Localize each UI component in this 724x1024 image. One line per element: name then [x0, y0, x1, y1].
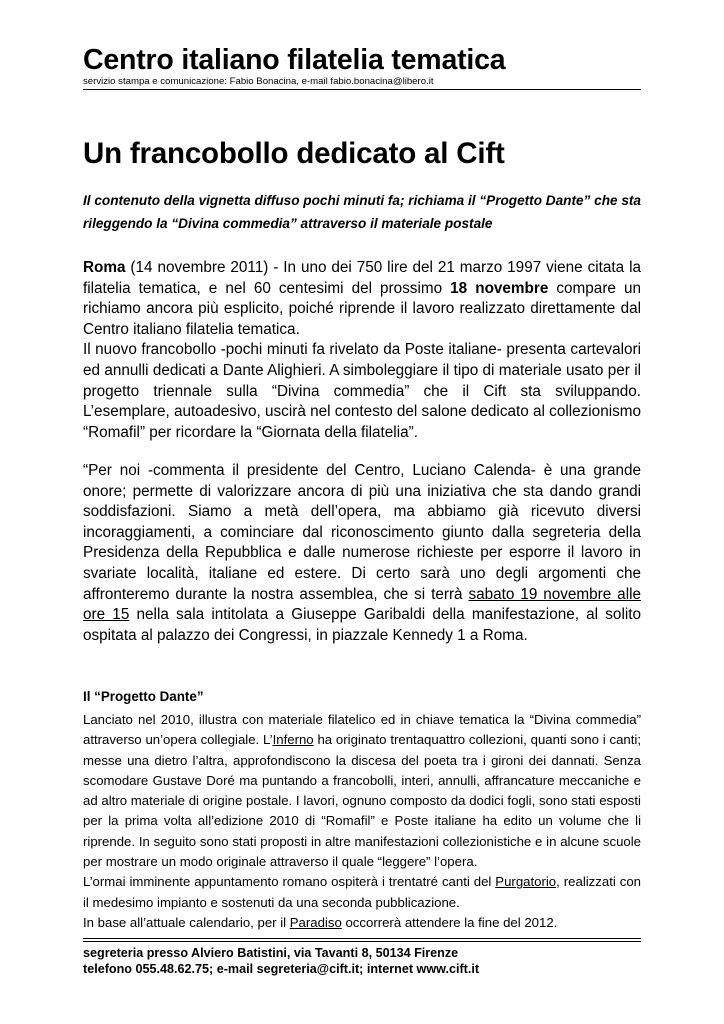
dateline-place: Roma [83, 259, 126, 276]
header-rule [83, 89, 641, 90]
inferno-term: Inferno [272, 732, 314, 748]
paragraph [83, 710, 641, 872]
purgatorio-term: Purgatorio [495, 874, 557, 890]
meeting-date: sabato 19 novembre alle ore 15 [83, 585, 641, 624]
footer-rule-bottom [83, 941, 641, 942]
paragraph-text: L’ormai imminente appuntamento romano ospiterà i trentatré canti del [83, 874, 496, 890]
paragraph [83, 461, 641, 646]
paragraph-text: nella sala intitolata a Giuseppe Garibaldi della manifestazione, al solito ospitata al palazzo dei Congressi, in piazzale Kennedy 1 a Roma. [83, 606, 641, 644]
paragraph-text: compare un richiamo ancora più esplicito, poiché riprende il lavoro realizzato direttamente dal Centro italiano filatelia tematica. [83, 279, 641, 338]
paragraph [83, 872, 641, 913]
footer-contact-line: telefono 055.48.62.75; e-mail segreteria@cift.it; internet www.cift.it [83, 962, 480, 976]
body-paragraph-1 [83, 258, 641, 443]
paragraph-text: , realizzati con il medesimo impianto e sostenuti da una seconda pubblicazione. [83, 874, 642, 910]
paragraph-text: “Per noi -commenta il presidente del Centro, Luciano Calenda- è una grande onore; permette di valorizzare ancora di più una iniziativa che sta dando grandi soddisfazioni. Siamo a metà dell’opera, ma abbiamo già ricevuto diversi incoraggiamenti, a cominciare dal riconoscimento giunto dalla segreteria della Presidenza della Repubblica e dalle numerose richieste per esporre il lavoro in svariate località, italiane ed estere. Di certo sarà uno degli argomenti che affronteremo durante la nostra assemblea, che si terrà [83, 462, 641, 603]
paragraph-text: (14 novembre 2011) - In uno dei 750 lire del 21 marzo 1997 viene citata la filatelia tematica, e nel 60 centesimi del prossimo [83, 259, 641, 297]
paragraph-text: occorrerà attendere la fine del 2012. [341, 914, 558, 930]
paragraph [83, 258, 641, 340]
section-body [83, 710, 641, 933]
press-office-subtitle: servizio stampa e comunicazione: Fabio Bonacina, e-mail fabio.bonacina@libero.it [83, 76, 434, 87]
article-headline: Un francobollo dedicato al Cift [83, 137, 505, 170]
footer-contacts [83, 945, 479, 977]
body-paragraph-2 [83, 461, 641, 646]
paragraph-text: Lanciato nel 2010, illustra con materiale filatelico ed in chiave tematica la “Divina commedia” attraverso un’opera collegiale. L’ [83, 712, 641, 748]
paradiso-term: Paradiso [289, 914, 342, 930]
footer-rule-top [83, 938, 641, 939]
paragraph-text: In base all’attuale calendario, per il [83, 914, 290, 930]
organization-title: Centro italiano filatelia tematica [83, 44, 506, 76]
paragraph [83, 913, 641, 933]
paragraph: Il nuovo francobollo -pochi minuti fa rivelato da Poste italiane- presenta cartevalori ed annulli dedicati a Dante Alighieri. A simboleggiare il tipo di materiale usato per il progetto triennale sulla “Divina commedia” che il Cift sta sviluppando. L’esemplare, autoadesivo, uscirà nel contesto del salone dedicato al collezionismo “Romafil” per ricordare la “Giornata della filatelia”. [83, 341, 641, 441]
article-lead: Il contenuto della vignetta diffuso pochi minuti fa; richiama il “Progetto Dante” che sta rileggendo la “Divina commedia” attraverso il materiale postale [83, 193, 641, 231]
release-date: 18 novembre [450, 279, 549, 297]
paragraph-text: ha originato trentaquattro collezioni, quanti sono i canti; messe una dietro l’altra, approfondiscono la discesa del poeta tra i gironi dei dannati. Senza scomodare Gustave Doré ma puntando a francobolli, interi, annulli, affrancature meccaniche e ad altro materiale di origine postale. I lavori, ognuno composto da dodici fogli, sono stati esposti per la prima volta all’edizione 2010 di “Romafil” e Poste italiane ha edito un volume che li riprende. In seguito sono stati proposti in altre manifestazioni collezionistiche e in alcune scuole per mostrare un modo originale attraverso il quale “leggere” l’opera. [83, 732, 642, 870]
section-heading: Il “Progetto Dante” [83, 689, 204, 704]
footer-address: segreteria presso Alviero Batistini, via Tavanti 8, 50134 Firenze [83, 946, 459, 960]
